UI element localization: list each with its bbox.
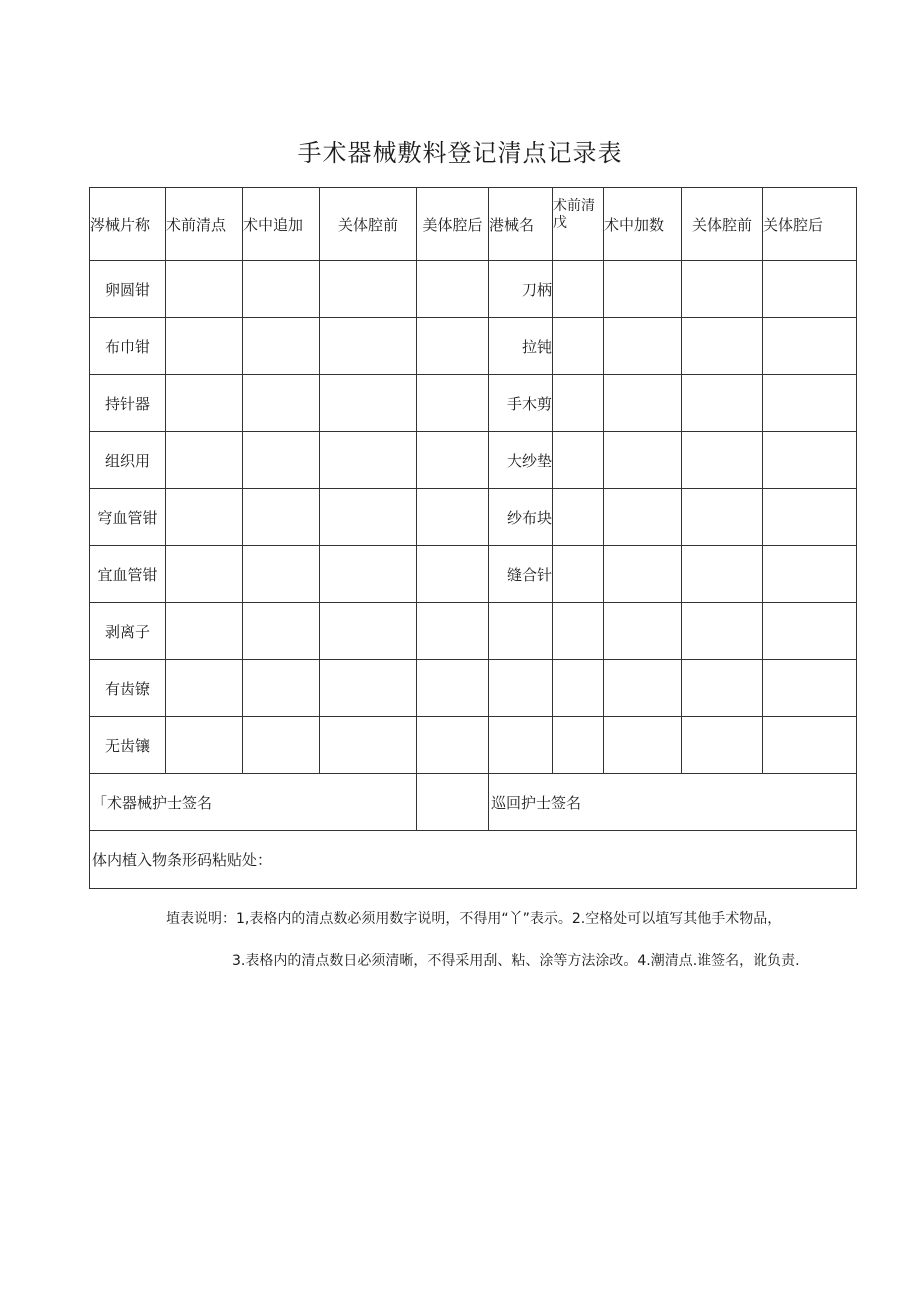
barcode-row [90, 831, 857, 889]
count-cell[interactable] [166, 546, 243, 603]
count-cell[interactable] [604, 489, 682, 546]
count-cell[interactable] [553, 717, 604, 774]
count-cell[interactable] [604, 603, 682, 660]
table-row [90, 603, 857, 660]
count-cell[interactable] [417, 717, 489, 774]
count-cell[interactable] [417, 375, 489, 432]
table-row [90, 717, 857, 774]
item-rows [90, 261, 857, 774]
count-cell[interactable] [417, 489, 489, 546]
count-cell[interactable] [166, 489, 243, 546]
count-cell[interactable] [763, 660, 857, 717]
count-cell[interactable] [417, 318, 489, 375]
header-cell: 术前清戊 [553, 188, 604, 261]
header-cell: 关体腔前 [682, 188, 763, 261]
count-cell[interactable] [682, 318, 763, 375]
header-cell: 术中追加 [243, 188, 320, 261]
count-cell[interactable] [682, 546, 763, 603]
circulating-nurse-signature[interactable]: 巡回护士签名 [489, 774, 857, 831]
instrument-name-cell: 拉钝 [489, 318, 553, 375]
instrument-name-cell: 刀柄 [489, 261, 553, 318]
table-row [90, 432, 857, 489]
instrument-name-cell: 布巾钳 [90, 318, 166, 375]
count-cell[interactable] [320, 717, 417, 774]
instrument-name-cell: 穹血管钳 [90, 489, 166, 546]
count-cell[interactable] [553, 375, 604, 432]
header-cell: 关体腔后 [763, 188, 857, 261]
instrument-name-cell: 大纱垫 [489, 432, 553, 489]
count-cell[interactable] [553, 318, 604, 375]
signature-row [90, 774, 857, 831]
instrument-name-cell: 卵圆钳 [90, 261, 166, 318]
header-cell: 术前清点 [166, 188, 243, 261]
count-cell[interactable] [553, 489, 604, 546]
count-cell[interactable] [166, 660, 243, 717]
count-cell[interactable] [417, 546, 489, 603]
fill-instructions-line1: 埴表说明：1,表格内的清点数必须用数字说明，不得用“丫”表示。2.空格处可以埴写其他手术物品， [166, 911, 782, 927]
count-cell[interactable] [243, 489, 320, 546]
count-cell[interactable] [417, 432, 489, 489]
count-cell[interactable] [763, 546, 857, 603]
count-cell[interactable] [604, 432, 682, 489]
header-row [90, 188, 857, 261]
table-row [90, 660, 857, 717]
count-cell[interactable] [763, 717, 857, 774]
count-cell[interactable] [604, 546, 682, 603]
instrument-name-cell [489, 603, 553, 660]
count-cell[interactable] [320, 318, 417, 375]
count-cell[interactable] [763, 489, 857, 546]
instrument-name-cell [489, 717, 553, 774]
count-cell[interactable] [166, 603, 243, 660]
count-cell[interactable] [243, 432, 320, 489]
count-cell[interactable] [243, 603, 320, 660]
count-cell[interactable] [243, 375, 320, 432]
count-cell[interactable] [243, 318, 320, 375]
instrument-nurse-signature[interactable]: 「术器械护士签名 [90, 774, 417, 831]
count-cell[interactable] [553, 432, 604, 489]
count-cell[interactable] [763, 261, 857, 318]
instrument-name-cell: 持针器 [90, 375, 166, 432]
count-cell[interactable] [682, 603, 763, 660]
count-cell[interactable] [166, 717, 243, 774]
count-cell[interactable] [320, 432, 417, 489]
count-cell[interactable] [682, 261, 763, 318]
signature-blank-cell[interactable] [417, 774, 489, 831]
count-cell[interactable] [682, 660, 763, 717]
table-row [90, 489, 857, 546]
table-row [90, 375, 857, 432]
count-cell[interactable] [166, 432, 243, 489]
count-cell[interactable] [320, 546, 417, 603]
count-cell[interactable] [682, 489, 763, 546]
count-cell[interactable] [166, 261, 243, 318]
fill-instructions-line2: 3.表格内的清点数日必须清晰，不得采用刮、粘、涂等方法涂改。4.潮清点.谁签名，讹负责. [232, 953, 800, 969]
count-cell[interactable] [166, 318, 243, 375]
instrument-name-cell [489, 660, 553, 717]
header-cell: 美体腔后 [417, 188, 489, 261]
count-cell[interactable] [243, 660, 320, 717]
header-cell: 关体腔前 [320, 188, 417, 261]
count-cell[interactable] [553, 660, 604, 717]
count-cell[interactable] [553, 546, 604, 603]
count-cell[interactable] [604, 660, 682, 717]
count-cell[interactable] [763, 318, 857, 375]
implant-barcode-area[interactable]: 体内植入物条形码粘贴处： [90, 831, 857, 889]
count-cell[interactable] [604, 318, 682, 375]
count-cell[interactable] [763, 603, 857, 660]
count-cell[interactable] [682, 717, 763, 774]
count-cell[interactable] [166, 375, 243, 432]
count-cell[interactable] [763, 375, 857, 432]
count-cell[interactable] [320, 375, 417, 432]
count-cell[interactable] [243, 717, 320, 774]
count-cell[interactable] [604, 375, 682, 432]
count-cell[interactable] [553, 261, 604, 318]
instrument-name-cell: 纱布块 [489, 489, 553, 546]
instrument-name-cell: 缝合针 [489, 546, 553, 603]
count-cell[interactable] [243, 546, 320, 603]
instrument-name-cell: 剥离子 [90, 603, 166, 660]
instrument-name-cell: 手木剪 [489, 375, 553, 432]
instrument-name-cell: 有齿镣 [90, 660, 166, 717]
count-cell[interactable] [682, 375, 763, 432]
instrument-name-cell: 宜血管钳 [90, 546, 166, 603]
count-cell[interactable] [763, 432, 857, 489]
count-cell[interactable] [553, 603, 604, 660]
table-row [90, 318, 857, 375]
count-cell[interactable] [417, 261, 489, 318]
count-cell[interactable] [320, 261, 417, 318]
header-cell: 涔械片称 [90, 188, 166, 261]
form-title: 手术器械敷料登记清点记录表 [297, 139, 623, 167]
count-cell[interactable] [604, 717, 682, 774]
instrument-name-cell: 组织用 [90, 432, 166, 489]
count-record-table [89, 187, 857, 889]
count-cell[interactable] [417, 603, 489, 660]
count-cell[interactable] [604, 261, 682, 318]
count-cell[interactable] [320, 489, 417, 546]
count-cell[interactable] [682, 432, 763, 489]
count-cell[interactable] [320, 603, 417, 660]
count-cell[interactable] [320, 660, 417, 717]
table-row [90, 261, 857, 318]
header-cell: 术中加数 [604, 188, 682, 261]
count-cell[interactable] [417, 660, 489, 717]
header-cell: 港械名 [489, 188, 553, 261]
count-cell[interactable] [243, 261, 320, 318]
instrument-name-cell: 无齿镶 [90, 717, 166, 774]
table-row [90, 546, 857, 603]
